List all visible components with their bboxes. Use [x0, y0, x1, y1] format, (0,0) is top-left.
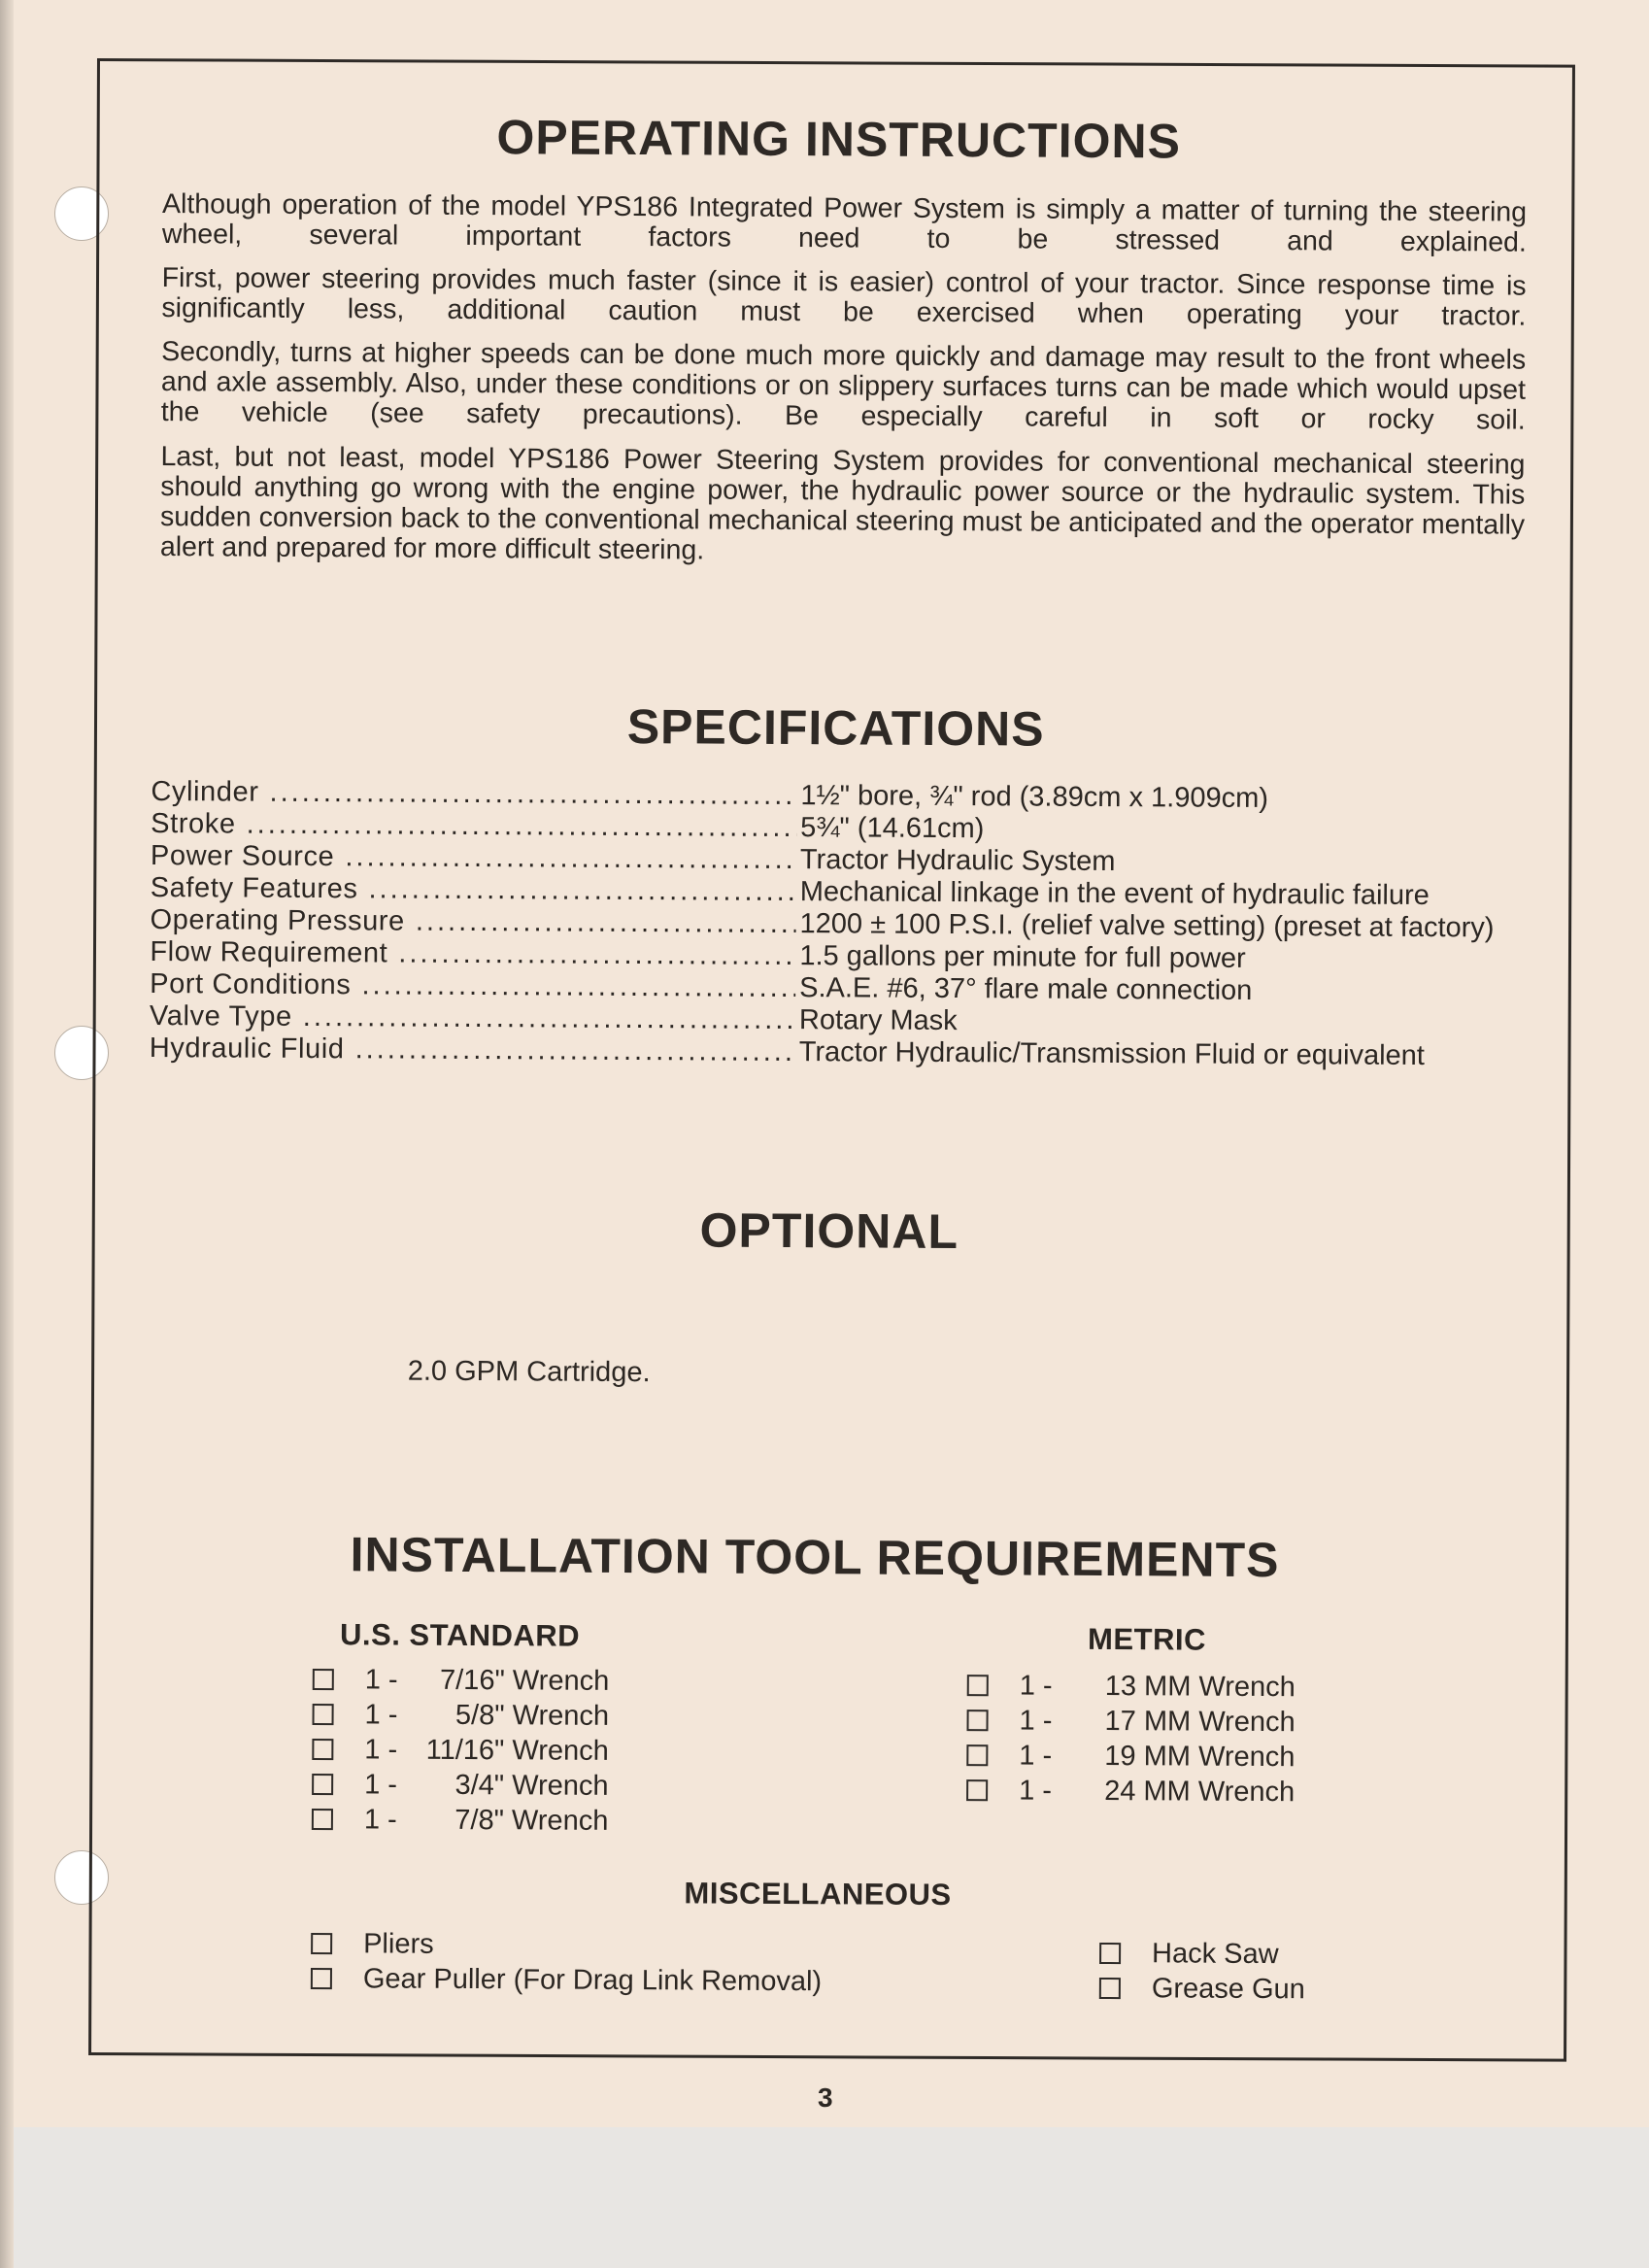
tool-name: Pliers	[363, 1928, 434, 1960]
tool-qty: 1 -	[1019, 1670, 1053, 1702]
operating-paragraph-2: First, power steering provides much faster (since it is easier) control of your tractor. Since response time is significantly less, additional caution must be exercised when operating your tractor.	[161, 262, 1527, 332]
optional-item: 2.0 GPM Cartridge.	[407, 1355, 651, 1389]
operating-paragraph-3: Secondly, turns at higher speeds can be done much more quickly and damage may result to the front wheels and axle assembly. Also, under these conditions or on slippery surfaces turns can be made which would upset the vehicle (see safety precautions). Be especially careful in soft or rocky soil.	[160, 336, 1527, 436]
spec-label: Valve Type .....	[150, 999, 795, 1036]
spec-value: Mechanical linkage in the event of hydraulic failure	[799, 876, 1430, 912]
tool-size: 11/16"	[425, 1734, 505, 1767]
spec-label: Port Conditions .....	[150, 967, 795, 1004]
tool-name: Wrench	[1198, 1671, 1296, 1704]
checkbox-icon[interactable]	[1099, 1943, 1121, 1964]
checkbox-icon[interactable]	[311, 1968, 332, 1989]
misc-tool-item	[311, 1926, 434, 1962]
checkbox-icon[interactable]	[313, 1669, 334, 1690]
tool-qty: 1 -	[364, 1769, 398, 1801]
page-number: 3	[818, 2082, 833, 2113]
tool-qty: 1 -	[364, 1699, 398, 1731]
tool-size: 13 MM	[1104, 1671, 1192, 1703]
spec-label: Stroke .....	[151, 807, 796, 844]
spec-value: Rotary Mask	[798, 1004, 958, 1037]
tool-size: 17 MM	[1104, 1706, 1192, 1738]
misc-tool-item	[1099, 1971, 1305, 2007]
checkbox-icon[interactable]	[967, 1675, 989, 1696]
tool-size: 7/8"	[454, 1804, 505, 1837]
metric-tool-item	[967, 1668, 1296, 1705]
scanner-bed-strip	[0, 2127, 1649, 2268]
spec-value: Tractor Hydraulic System	[799, 844, 1116, 878]
tool-qty: 1 -	[1019, 1705, 1053, 1737]
tool-name: Gear Puller (For Drag Link Removal)	[362, 1963, 823, 1998]
tool-qty: 1 -	[364, 1664, 398, 1696]
metric-tool-item	[966, 1738, 1295, 1775]
tool-qty: 1 -	[363, 1804, 397, 1836]
checkbox-icon[interactable]	[1099, 1978, 1121, 1999]
tool-size: 7/16"	[439, 1664, 505, 1697]
metric-tool-item	[966, 1703, 1295, 1740]
misc-tool-item	[311, 1961, 822, 1999]
spec-value: 1.5 gallons per minute for full power	[799, 940, 1246, 974]
tool-qty: 1 -	[364, 1734, 398, 1766]
tool-size: 19 MM	[1104, 1741, 1192, 1773]
checkbox-icon[interactable]	[312, 1809, 333, 1830]
metric-heading: METRIC	[1087, 1621, 1207, 1657]
tool-name: Wrench	[1197, 1776, 1296, 1809]
checkbox-icon[interactable]	[966, 1709, 988, 1731]
tool-name: Wrench	[512, 1735, 609, 1767]
tool-qty: 1 -	[1019, 1775, 1053, 1807]
misc-tool-item	[1099, 1936, 1279, 1972]
spec-value: 1½" bore, ¾" rod (3.89cm x 1.909cm)	[800, 780, 1269, 815]
tool-name: Wrench	[511, 1805, 609, 1837]
checkbox-icon[interactable]	[312, 1739, 333, 1760]
checkbox-icon[interactable]	[311, 1933, 332, 1954]
tool-name: Hack Saw	[1152, 1938, 1279, 1971]
operating-instructions-title: OPERATING INSTRUCTIONS	[496, 110, 1182, 169]
spec-label: Hydraulic Fluid .....	[150, 1032, 795, 1068]
binding-edge	[0, 0, 14, 2268]
checkbox-icon[interactable]	[313, 1704, 334, 1725]
tool-size: 5/8"	[454, 1699, 505, 1732]
us-tool-item	[312, 1767, 609, 1804]
tool-qty: 1 -	[1019, 1740, 1053, 1772]
us-tool-item	[312, 1732, 609, 1769]
spec-value: 1200 ± 100 P.S.I. (relief valve setting) (preset at factory)	[799, 908, 1495, 944]
us-tool-item	[312, 1697, 609, 1734]
metric-tool-item	[966, 1773, 1295, 1810]
spec-value: 5¾" (14.61cm)	[800, 812, 985, 845]
tool-name: Wrench	[512, 1700, 610, 1732]
tool-name: Wrench	[1198, 1706, 1296, 1739]
tool-name: Grease Gun	[1151, 1973, 1305, 2006]
us-tool-item	[313, 1662, 610, 1699]
us-tool-item	[312, 1802, 609, 1839]
checkbox-icon[interactable]	[966, 1744, 988, 1766]
spec-label: Flow Requirement .....	[150, 935, 795, 972]
us-standard-heading: U.S. STANDARD	[339, 1617, 581, 1653]
spec-value: S.A.E. #6, 37° flare male connection	[799, 972, 1253, 1006]
tool-name: Wrench	[1197, 1741, 1296, 1774]
tool-size: 24 MM	[1104, 1776, 1191, 1808]
optional-title: OPTIONAL	[699, 1202, 959, 1260]
operating-paragraph-1: Although operation of the model YPS186 Integrated Power System is simply a matter of turning the steering wheel, several important factors need to be stressed and explained.	[161, 188, 1528, 258]
operating-paragraph-4: Last, but not least, model YPS186 Power Steering System provides for conventional mechanical steering should anything go wrong with the engine power, the hydraulic power source or the hydraulic system. This sudden conversion back to the conventional mechanical steering must be anticipated and the operator mentally alert and prepared for more difficult steering.	[159, 441, 1526, 566]
checkbox-icon[interactable]	[312, 1774, 333, 1795]
spec-value: Tractor Hydraulic/Transmission Fluid or equivalent	[798, 1036, 1425, 1072]
spec-label: Power Source .....	[151, 839, 796, 876]
tool-name: Wrench	[512, 1770, 609, 1802]
miscellaneous-heading: MISCELLANEOUS	[684, 1876, 952, 1913]
tool-name: Wrench	[512, 1665, 610, 1697]
installation-title: INSTALLATION TOOL REQUIREMENTS	[350, 1527, 1280, 1588]
spec-label: Cylinder .....	[151, 775, 796, 812]
spec-label: Operating Pressure .....	[150, 903, 795, 940]
checkbox-icon[interactable]	[966, 1779, 988, 1801]
specifications-title: SPECIFICATIONS	[626, 698, 1045, 757]
spec-label: Safety Features .....	[151, 871, 796, 908]
tool-size: 3/4"	[454, 1769, 505, 1802]
